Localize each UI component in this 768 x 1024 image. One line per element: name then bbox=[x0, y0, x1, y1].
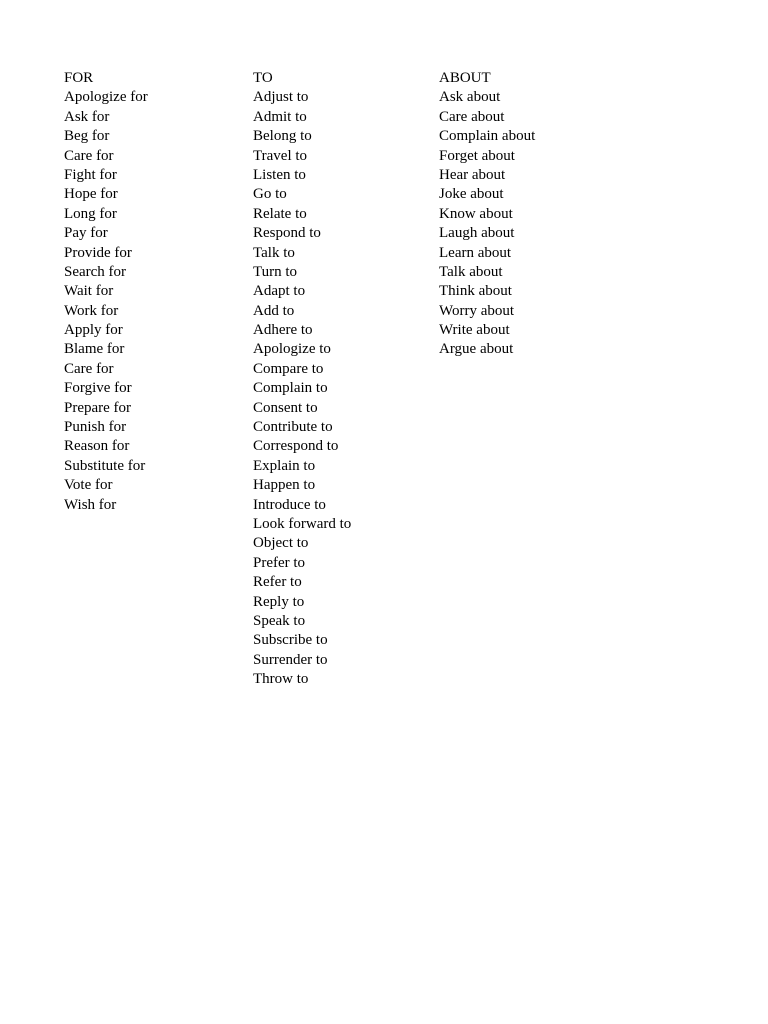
list-item: Beg for bbox=[64, 128, 110, 145]
list-item: Consent to bbox=[253, 399, 318, 416]
list-item: Refer to bbox=[253, 574, 302, 591]
list-item: Provide for bbox=[64, 244, 132, 261]
column-to bbox=[253, 69, 351, 690]
list-item: Reason for bbox=[64, 438, 130, 455]
list-item: Reply to bbox=[253, 593, 305, 610]
list-item: Work for bbox=[64, 302, 119, 319]
column-heading-to: TO bbox=[253, 70, 273, 86]
column-heading-for: FOR bbox=[64, 70, 94, 86]
list-item: Search for bbox=[64, 263, 127, 280]
list-item: Respond to bbox=[253, 225, 321, 242]
list-item: Introduce to bbox=[253, 496, 326, 513]
list-item: Hear about bbox=[439, 166, 506, 183]
list-item: Go to bbox=[253, 186, 287, 203]
list-item: Wish for bbox=[64, 496, 117, 513]
list-item: Adjust to bbox=[253, 89, 309, 106]
list-item: Turn to bbox=[253, 263, 298, 280]
list-item: Explain to bbox=[253, 457, 316, 474]
column-for bbox=[64, 69, 148, 515]
list-item: Pay for bbox=[64, 225, 108, 242]
list-item: Care about bbox=[439, 108, 505, 125]
list-item: Relate to bbox=[253, 205, 307, 222]
column-items-to bbox=[253, 88, 351, 689]
list-item: Blame for bbox=[64, 341, 125, 358]
list-item: Throw to bbox=[253, 671, 309, 688]
column-about bbox=[439, 69, 535, 360]
list-item: Talk to bbox=[253, 244, 295, 261]
list-item: Talk about bbox=[439, 263, 503, 280]
list-item: Learn about bbox=[439, 244, 512, 261]
list-item: Speak to bbox=[253, 612, 306, 629]
list-item: Substitute for bbox=[64, 457, 146, 474]
list-item: Listen to bbox=[253, 166, 306, 183]
list-item: Look forward to bbox=[253, 515, 352, 532]
list-item: Surrender to bbox=[253, 651, 328, 668]
list-item: Apologize to bbox=[253, 341, 331, 358]
list-item: Punish for bbox=[64, 419, 127, 436]
list-item: Object to bbox=[253, 535, 309, 552]
list-item: Travel to bbox=[253, 147, 308, 164]
list-item: Write about bbox=[439, 322, 510, 339]
list-item: Laugh about bbox=[439, 225, 515, 242]
list-item: Prepare for bbox=[64, 399, 132, 416]
column-items-about bbox=[439, 88, 535, 359]
list-item: Contribute to bbox=[253, 419, 333, 436]
list-item: Compare to bbox=[253, 360, 324, 377]
list-item: Joke about bbox=[439, 186, 504, 203]
list-item: Long for bbox=[64, 205, 117, 222]
list-item: Apply for bbox=[64, 322, 123, 339]
list-item: Add to bbox=[253, 302, 295, 319]
list-item: Fight for bbox=[64, 166, 117, 183]
list-item: Wait for bbox=[64, 283, 114, 300]
list-item: Adhere to bbox=[253, 322, 313, 339]
list-item: Hope for bbox=[64, 186, 118, 203]
column-items-for bbox=[64, 88, 148, 515]
list-item: Vote for bbox=[64, 477, 113, 494]
list-item: Apologize for bbox=[64, 89, 148, 106]
list-item: Ask about bbox=[439, 89, 501, 106]
list-item: Adapt to bbox=[253, 283, 306, 300]
list-item: Argue about bbox=[439, 341, 514, 358]
list-item: Forgive for bbox=[64, 380, 132, 397]
list-item: Correspond to bbox=[253, 438, 339, 455]
list-item: Know about bbox=[439, 205, 513, 222]
list-item: Prefer to bbox=[253, 554, 306, 571]
column-heading-about: ABOUT bbox=[439, 70, 491, 86]
list-item: Admit to bbox=[253, 108, 307, 125]
list-item: Forget about bbox=[439, 147, 515, 164]
list-item: Belong to bbox=[253, 128, 312, 145]
list-item: Complain about bbox=[439, 128, 536, 145]
list-item: Happen to bbox=[253, 477, 316, 494]
list-item: Complain to bbox=[253, 380, 328, 397]
list-item: Worry about bbox=[439, 302, 515, 319]
list-item: Think about bbox=[439, 283, 512, 300]
list-item: Subscribe to bbox=[253, 632, 328, 649]
list-item: Care for bbox=[64, 360, 114, 377]
list-item: Ask for bbox=[64, 108, 110, 125]
list-item: Care for bbox=[64, 147, 114, 164]
